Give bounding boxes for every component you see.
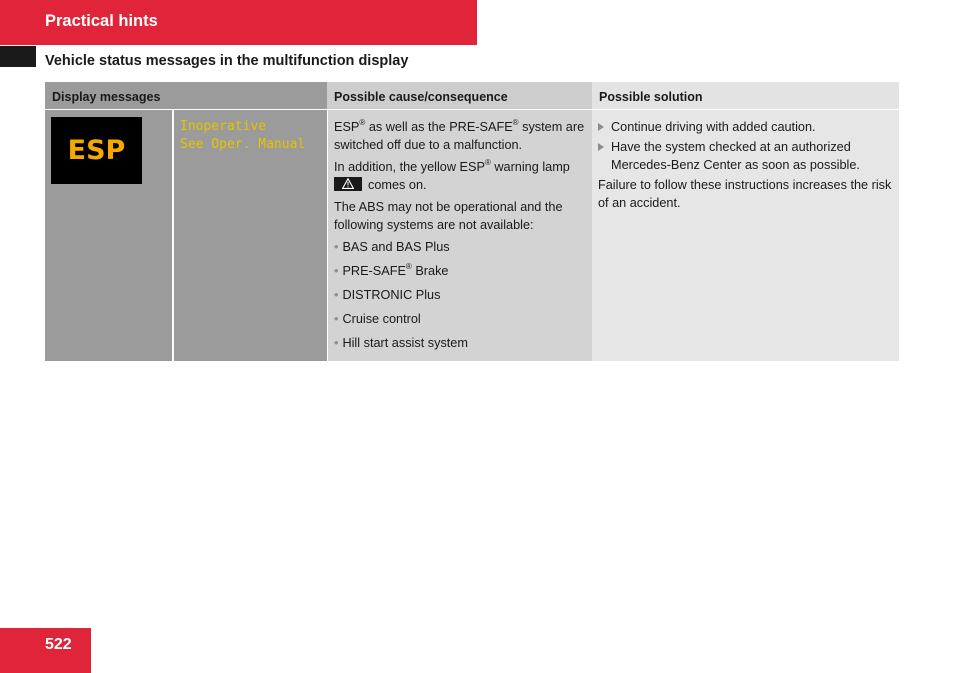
- page-number: 522: [45, 636, 72, 653]
- solution-step: Have the system checked at an authorized Mercedes-Benz Center as soon as possible.: [598, 138, 893, 174]
- header-possible-solution: Possible solution: [592, 82, 899, 109]
- solution-step: Continue driving with added caution.: [598, 118, 893, 136]
- header-display-messages: Display messages: [45, 82, 327, 109]
- warning-triangle-icon: [334, 177, 362, 191]
- esp-icon-label: ESP: [67, 135, 126, 166]
- display-message-cell: [174, 110, 327, 361]
- list-item: • DISTRONIC Plus: [334, 288, 441, 302]
- solution-cell: [592, 110, 899, 361]
- list-item: • BAS and BAS Plus: [334, 240, 450, 254]
- cause-cell: [327, 110, 592, 361]
- arrow-right-icon: [598, 123, 604, 131]
- arrow-right-icon: [598, 143, 604, 151]
- table-header-row: [45, 82, 899, 109]
- solution-steps: [598, 118, 893, 174]
- list-item: • Hill start assist system: [334, 336, 468, 350]
- solution-note: Failure to follow these instructions increases the risk of an accident.: [598, 178, 892, 210]
- cause-paragraph-3: The ABS may not be operational and the following systems are not available:: [334, 200, 563, 232]
- side-tab-marker: [0, 46, 36, 67]
- section-title: Vehicle status messages in the multifunction display: [45, 53, 409, 69]
- list-item: • Cruise control: [334, 312, 421, 326]
- header-title: Practical hints: [45, 12, 158, 30]
- header-possible-cause: Possible cause/consequence: [327, 82, 592, 109]
- cause-paragraph-2: In addition, the yellow ESP® warning lamp comes on.: [334, 157, 570, 192]
- unavailable-systems-list: [334, 238, 586, 352]
- cause-paragraph-1: ESP® as well as the PRE-SAFE® system are switched off due to a malfunction.: [334, 117, 585, 152]
- message-line-2: See Oper. Manual: [180, 137, 306, 152]
- esp-display-icon: [51, 117, 142, 184]
- message-line-1: Inoperative: [180, 119, 267, 134]
- display-icon-cell: [45, 110, 173, 361]
- list-item: • PRE-SAFE® Brake: [334, 261, 449, 278]
